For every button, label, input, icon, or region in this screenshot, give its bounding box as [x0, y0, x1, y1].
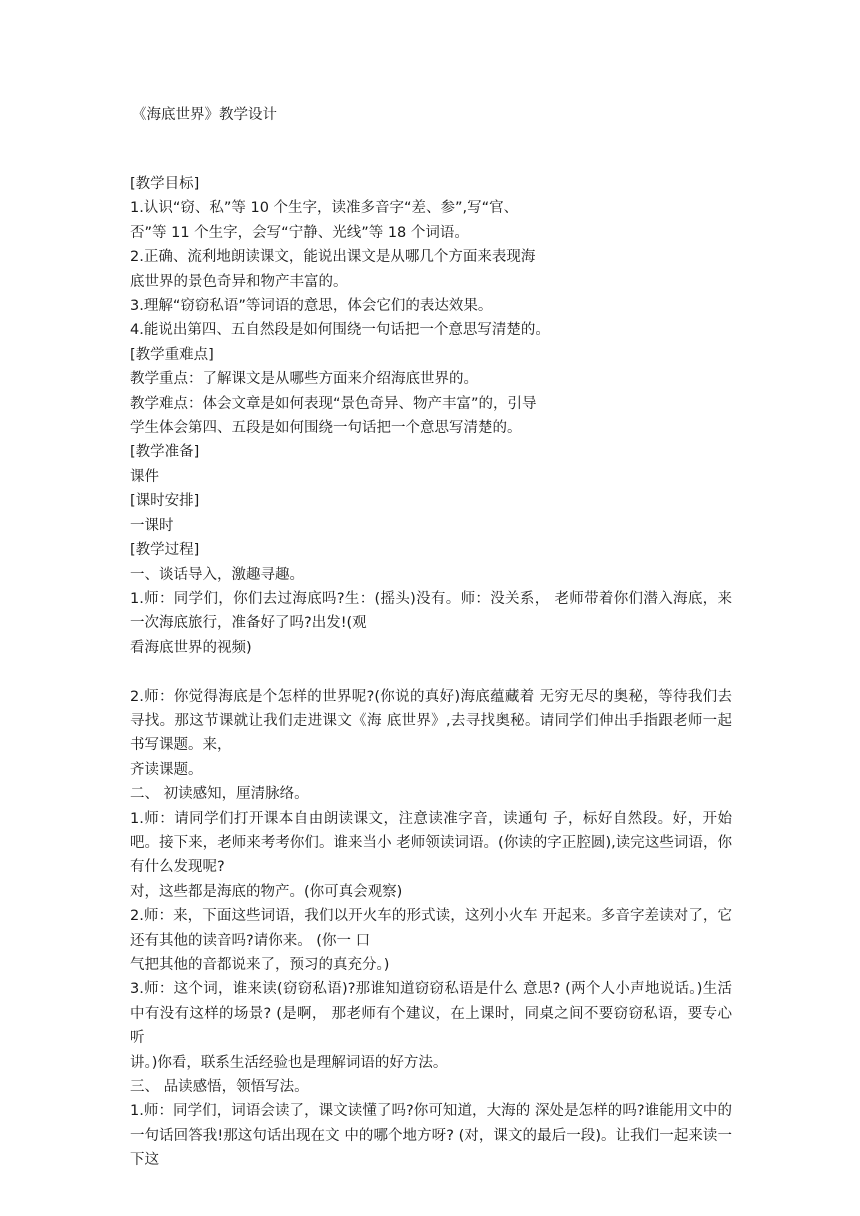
- paragraph: 1.师：同学们，你们去过海底吗?生：(摇头)没有。师：没关系， 老师带着你们潜入海底，来一次海底旅行，准备好了吗?出发!(观: [130, 590, 732, 632]
- section-heading: [教学重难点]: [130, 346, 214, 363]
- body-line: 否”等 11 个生字，会写“宁静、光线”等 18 个词语。: [130, 224, 469, 241]
- body-line: 一、谈话导入，激趣寻趣。: [130, 566, 304, 583]
- section-heading: 二、 初读感知，厘清脉络。: [130, 786, 309, 803]
- body-line: 1.认识“窃、私”等 10 个生字，读准多音字“差、参”,写“官、: [130, 200, 519, 217]
- paragraph: 1.师：同学们，词语会读了，课文读懂了吗?你可知道，大海的 深处是怎样的吗?谁能用文中的一句话回答我!那这句话出现在文 中的哪个地方呀? (对，课文的最后一段)。让我们一起来读一下这: [130, 1103, 732, 1169]
- paragraph: 1.师：请同学们打开课本自由朗读课文，注意读准字音，读通句 子，标好自然段。好，开始吧。接下来，老师来考考你们。谁来当小 老师领读词语。(你读的字正腔圆),读完这些词语，你有什么发现呢?: [130, 810, 732, 876]
- paragraph-tail: 讲。)你看，联系生活经验也是理解词语的好方法。: [130, 1054, 448, 1071]
- section-heading: [教学准备]: [130, 444, 200, 461]
- section-heading: [教学目标]: [130, 176, 200, 192]
- paragraph-tail: 气把其他的音都说来了，预习的真充分。): [130, 956, 390, 973]
- section-heading: [教学过程]: [130, 542, 200, 559]
- section-heading: [课时安排]: [130, 493, 200, 510]
- body-line: 底世界的景色奇异和物产丰富的。: [130, 273, 348, 290]
- body-line: 课件: [130, 468, 159, 485]
- body-line: 一课时: [130, 517, 174, 534]
- body-line: 教学重点：了解课文是从哪些方面来介绍海底世界的。: [130, 371, 478, 388]
- paragraph-tail: 齐读课题。: [130, 761, 203, 778]
- paragraph: 2.师：来，下面这些词语，我们以开火车的形式读，这列小火车 开起来。多音字差读对了，它还有其他的读音吗?请你来。 (你一 口: [130, 908, 732, 949]
- body-line: 4.能说出第四、五自然段是如何围绕一句话把一个意思写清楚的。: [130, 322, 550, 339]
- paragraph: 3.师：这个词，谁来读(窃窃私语)?那谁知道窃窃私语是什么 意思? (两个人小声地说话。)生活中有没有这样的场景? (是啊， 那老师有个建议，在上课时，同桌之间不要窃窃私语，要专心听: [130, 981, 732, 1047]
- body-line: 3.理解“窃窃私语”等词语的意思，体会它们的表达效果。: [130, 298, 493, 315]
- document-body: [130, 172, 732, 1173]
- document-title: 《海底世界》教学设计: [132, 107, 277, 123]
- section-heading: 三、 品读感悟，领悟写法。: [130, 1079, 309, 1096]
- paragraph-tail: 看海底世界的视频): [130, 639, 252, 656]
- body-line: 学生体会第四、五段是如何围绕一句话把一个意思写清楚的。: [130, 420, 522, 437]
- body-line: 教学难点：体会文章是如何表现“景色奇异、物产丰富”的，引导: [130, 395, 537, 412]
- paragraph: 2.师：你觉得海底是个怎样的世界呢?(你说的真好)海底蕴藏着 无穷无尽的奥秘，等待我们去寻找。那这节课就让我们走进课文《海 底世界》,去寻找奥秘。请同学们伸出手指跟老师一起书写课题。来，: [130, 688, 732, 754]
- blank-line: [130, 660, 732, 684]
- paragraph-tail: 对，这些都是海底的物产。(你可真会观察): [130, 883, 403, 900]
- body-line: 2.正确、流利地朗读课文，能说出课文是从哪几个方面来表现海: [130, 249, 536, 266]
